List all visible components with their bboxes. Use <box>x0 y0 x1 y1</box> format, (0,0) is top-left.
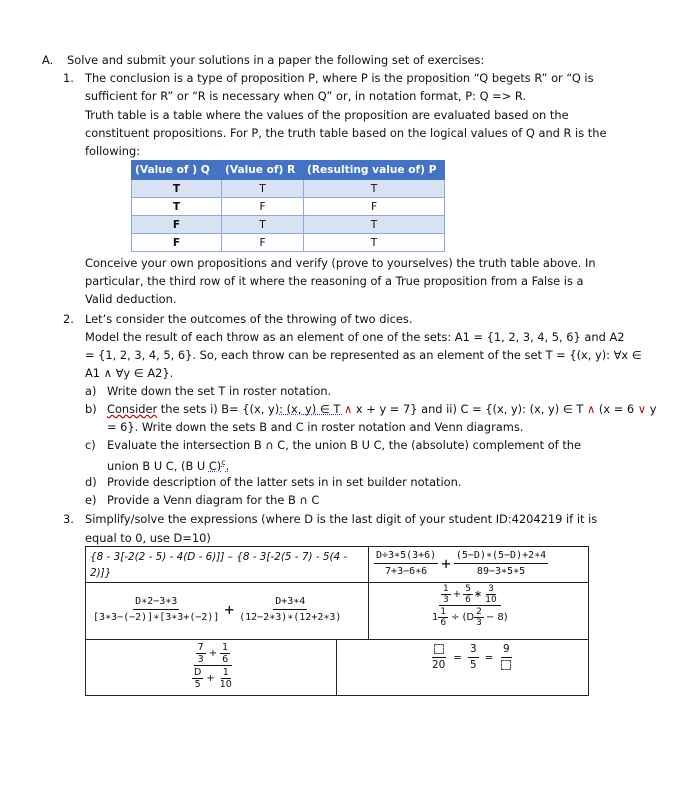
header-p: (Resulting value of) P <box>304 161 445 180</box>
numerator-placeholder[interactable] <box>432 642 446 658</box>
table-row <box>132 198 445 216</box>
fraction: $\frac{D}{5}$ <box>194 667 202 690</box>
cell-r: F <box>222 234 304 252</box>
ex2-d-text: Provide description of the latter sets in in set builder notation. <box>107 475 462 489</box>
mixed-whole: 1 <box>432 612 439 623</box>
c-part: union B U C, (B U <box>107 458 209 473</box>
fraction: $\frac{1}{10}$ <box>219 667 232 690</box>
divide-sign: ÷ <box>451 612 460 623</box>
equals-sign: = <box>453 651 462 664</box>
b-part: y <box>646 402 657 416</box>
ex1-line-3: Truth table is a table where the values of the proposition are evaluated based on the <box>85 108 569 122</box>
c-part: . <box>225 458 230 473</box>
expr-5-denominator <box>192 666 234 690</box>
cell-q: F <box>132 234 222 252</box>
denominator: 89−3∗5∗5 <box>476 566 526 577</box>
plus-sign: + <box>206 673 215 684</box>
expr-5-numerator <box>194 642 232 666</box>
numerator: 3 <box>468 642 479 658</box>
expr-1-line-1: {8 - 3[-2(2 - 5) - 4(D - 6)]] – {8 - 3[-2(5 - 7) - 5(4 - <box>90 551 348 563</box>
fraction <box>91 594 221 625</box>
fraction: $\frac{5}{6}$ <box>465 584 471 605</box>
ex2-c-label: c) <box>85 438 96 452</box>
expr-6 <box>430 642 513 673</box>
denominator: [3∗3−(−2)]∗[3∗3+(−2)] <box>93 612 220 623</box>
expr-cell-1 <box>85 546 369 583</box>
fraction: $\frac{3}{10}$ <box>485 584 497 605</box>
truth-table-header <box>132 161 445 180</box>
expr-5 <box>192 642 234 690</box>
cell-p: F <box>304 198 445 216</box>
ex2-e-label: e) <box>85 493 97 507</box>
fraction: $\frac{7}{3}$ <box>197 642 204 665</box>
ex2-a-text: Write down the set T in roster notation. <box>107 384 332 398</box>
ex2-line-2: Model the result of each throw as an element of one of the sets: A1 = {1, 2, 3, 4, 5, 6} and A2 <box>85 330 625 344</box>
table-row <box>132 180 445 198</box>
b-part: (x = 6 <box>595 402 638 416</box>
c-part: C) <box>208 458 222 473</box>
and-symbol: ∧ <box>343 402 353 416</box>
table-row <box>132 216 445 234</box>
ex2-c-line-2 <box>107 454 229 475</box>
fraction <box>237 594 343 625</box>
header-q: (Value of ) Q <box>132 161 222 180</box>
ex2-b-line-2: = 6}. Write down the sets B and C in roster notation and Venn diagrams. <box>107 420 524 434</box>
section-a-label: A. <box>42 53 54 67</box>
plus-sign: + <box>452 589 462 600</box>
cell-r: T <box>222 216 304 234</box>
truth-table <box>131 160 445 252</box>
ex2-line-1: Let’s consider the outcomes of the throwing of two dices. <box>85 312 413 326</box>
cell-p: T <box>304 234 445 252</box>
expr-cell-2 <box>368 546 589 583</box>
ex2-number: 2. <box>63 312 74 326</box>
ex2-c-line-1: Evaluate the intersection B ∩ C, the union B U C, the (absolute) complement of the <box>107 438 582 452</box>
equals-sign: = <box>484 651 494 664</box>
ex1-line-5: following: <box>85 144 141 158</box>
expr-4-open: (D <box>462 612 475 623</box>
numerator: D+3∗4 <box>273 594 307 610</box>
fraction <box>374 548 438 579</box>
numerator: 9 <box>501 642 512 658</box>
complement-sup: c <box>221 458 226 467</box>
cell-p: T <box>304 216 445 234</box>
ex2-a-label: a) <box>85 384 97 398</box>
or-symbol: ∨ <box>637 402 647 416</box>
cell-q: T <box>132 180 222 198</box>
b-part: : (x, y) ∈ T <box>279 402 344 416</box>
cell-r: T <box>222 180 304 198</box>
expr-2 <box>374 548 548 579</box>
ex2-b-line-1 <box>107 400 656 418</box>
numerator: (5−D)∗(5−D)+2∗4 <box>454 548 548 564</box>
times-sign: ∗ <box>473 589 483 600</box>
consider-word: Consider <box>107 402 158 416</box>
expr-cell-3 <box>85 582 369 640</box>
expr-1-line-2: 2)]} <box>90 567 112 579</box>
expr-cell-4 <box>368 582 589 640</box>
ex1-number: 1. <box>63 71 74 85</box>
fraction <box>468 642 479 673</box>
fraction: $\frac{1}{3}$ <box>442 584 449 605</box>
numerator: D÷3∗5(3+6) <box>374 548 438 564</box>
ex2-e-text: Provide a Venn diagram for the B ∩ C <box>107 493 320 507</box>
ex1-line-1: The conclusion is a type of proposition P, where P is the proposition “Q begets R” or “Q is <box>85 71 594 85</box>
fraction: $\frac{1}{6}$ <box>222 642 229 665</box>
plus-sign: + <box>441 554 451 573</box>
plus-sign: + <box>224 600 235 619</box>
expr-cell-6 <box>336 639 589 696</box>
fraction <box>430 642 447 673</box>
ex2-line-4: A1 ∧ ∀y ∈ A2}. <box>85 366 174 380</box>
b-part: the sets i) B= {(x, y) <box>157 402 280 416</box>
expr-4-numerator <box>439 584 501 606</box>
denominator: (12−2∗3)∗(12+2∗3) <box>239 612 342 623</box>
ex1-after-3: Valid deduction. <box>85 292 177 306</box>
denominator: 7+3−6∗6 <box>385 566 428 577</box>
denominator: 5 <box>469 659 477 671</box>
fraction <box>499 642 513 673</box>
fraction <box>454 548 548 579</box>
and-symbol: ∧ <box>586 402 596 416</box>
ex3-line-2: equal to 0, use D=10) <box>85 531 211 545</box>
cell-q: T <box>132 198 222 216</box>
expr-cell-5 <box>85 639 337 696</box>
ex3-line-1: Simplify/solve the expressions (where D is the last digit of your student ID:4204219 if it is <box>85 512 598 526</box>
expr-4 <box>432 584 508 628</box>
ex2-line-3: = {1, 2, 3, 4, 5, 6}. So, each throw can be represented as an element of the set T = {(x, y): ∀x ∈ <box>85 348 642 362</box>
ex2-d-label: d) <box>85 475 97 489</box>
numerator: D∗2−3∗3 <box>133 594 179 610</box>
denominator-placeholder[interactable] <box>499 658 513 673</box>
cell-q: F <box>132 216 222 234</box>
denominator: 20 <box>432 659 446 671</box>
ex3-number: 3. <box>63 512 74 526</box>
fraction: $\frac{2}{3}$ <box>476 607 482 628</box>
expr-1 <box>90 549 347 581</box>
ex2-b-label: b) <box>85 402 97 416</box>
expr-4-denominator <box>432 606 508 628</box>
ex1-line-2: sufficient for R” or “R is necessary when Q” or, in notation format, P: Q => R. <box>85 89 527 103</box>
cell-r: F <box>222 198 304 216</box>
ex1-after-2: particular, the third row of it where the reasoning of a True proposition from a False is a <box>85 274 584 288</box>
expr-4-tail: − 8) <box>485 612 508 623</box>
ex1-after-1: Conceive your own propositions and verify (prove to yourselves) the truth table above. In <box>85 256 596 270</box>
ex1-line-4: constituent propositions. For P, the truth table based on the logical values of Q and R is the <box>85 126 607 140</box>
fraction: $\frac{1}{6}$ <box>440 607 447 628</box>
section-a-text: Solve and submit your solutions in a paper the following set of exercises: <box>67 53 485 67</box>
plus-sign: + <box>208 648 218 659</box>
table-row <box>132 234 445 252</box>
header-r: (Value of) R <box>222 161 304 180</box>
cell-p: T <box>304 180 445 198</box>
b-part: x + y = 7} and ii) C = {(x, y): (x, y) ∈ T <box>352 402 587 416</box>
expr-3 <box>91 594 343 625</box>
